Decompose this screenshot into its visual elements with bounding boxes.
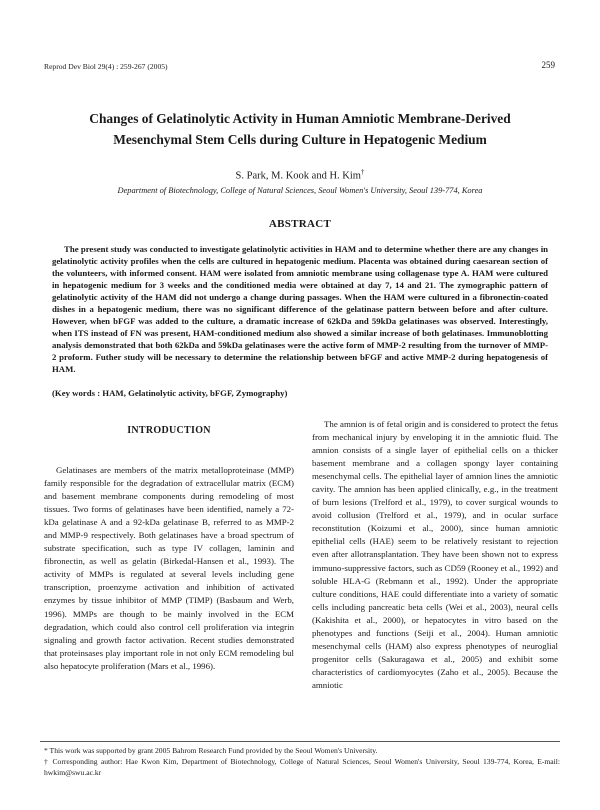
paper-title (40, 108, 560, 150)
title-line-2: Mesenchymal Stem Cells during Culture in Hepatogenic Medium (113, 132, 487, 147)
keywords: (Key words : HAM, Gelatinolytic activity, bFGF, Zymography) (52, 388, 288, 398)
footnote-divider (40, 741, 560, 742)
footnotes (44, 745, 560, 778)
corresponding-author-footnote: † Corresponding author: Hae Kwon Kim, Department of Biotechnology, College of Natural Sciences, Seoul Women's University, Seoul 139-774, Korea, E-mail: hwkim@swu.ac.kr (44, 757, 560, 777)
funding-footnote: * This work was supported by grant 2005 Bahrom Research Fund provided by the Seoul Women's University. (44, 746, 378, 755)
introduction-left-column: Gelatinases are members of the matrix metalloproteinase (MMP) family responsible for the degradation of extracellular matrix (ECM) and basement membrane components during remodeling of most tissues. Two forms of gelatinases have been identified, namely a 72-kDa gelatinase A and a 92-kDa gelatinase B, referred to as MMP-2 and MMP-9 respectively. Both gelatinases have a broad spectrum of substrate specification, such as type IV collagen, laminin and fibronectin, as well as gelatin (Birkedal-Hansen et al., 1993). The activity of MMPs is regulated at several levels including gene transcription, proenzyme activation and inhibition of activated enzymes by tissue inhibitor of MMP (TIMP) (Basbaum and Werb, 1996). MMPs are though to be mainly involved in the ECM degradation, which could also control cell proliferation via integrin signaling and growth factor activation. Recent studies demonstrated that proteinsases play important role in not only ECM remodeling bul also hepatocyte proliferation (Mars et al., 1996). (44, 465, 294, 671)
abstract-body: The present study was conducted to investigate gelatinolytic activities in HAM and to determine whether there are any changes in gelatinolytic activity profiles when the cells are cultured in hepatogenic medium. Placenta was obtained during caesarean section of the volunteers, with informed consent. HAM were isolated from amniotic membrane using collagenase type A. HAM were cultured in hepatogenic medium for 3 weeks and the conditioned media were obtained at day 7, 14 and 21. The zymographic pattern of gelatinolytic activity of the HAM did not undergo a change during passages. When the HAM were cultured in a fibronectin-coated dishes in a hepatogenic medium, there was no significant difference of the gelatinase pattern between before and after culture. However, when bFGF was added to the culture, a dramatic increase of 62kDa and 59kDa gelatinases was observed. Interestingly, when ITS instead of FN was present, HAM-conditioned medium also showed a similar increase of both gelatinases. Immunoblotting analysis demonstrated that both 62kDa and 59kDa gelatinases were the active form of MMP-2 resulting from the turnover of MMP-2 proform. Futher study will be necessary to determine the relationship between bFGF and active MMP-2 during hepatogenesis of HAM. (52, 244, 548, 375)
journal-citation: Reprod Dev Biol 29(4) : 259-267 (2005) (44, 62, 168, 71)
introduction-heading: INTRODUCTION (127, 425, 211, 436)
introduction-right-column: The amnion is of fetal origin and is considered to protect the fetus from mechanical injury by enveloping it in the amniotic fluid. The amnion consists of a single layer of epithelial cells on a thicker basement membrane and a collagen spongy layer containing mesenchymal cells. The epithelial layer of amnion lines the amniotic cavity. The amnion has been applied clinically, e.g., in the treatment of burn lesions (Trelford et al., 1979), to cover surgical wounds to avoid collusion (Trelford et al., 1979), and in ocular surface reconstitution (Koizumi et al., 2000), since human amniotic epithelial cells (HAE) seem to be relatively resistant to rejection even after allotransplantation. They have been shown not to express immuno-suppressive factors, such as CD59 (Rooney et al., 1992) and soluble HLA-G (Rebmann et al., 1992). Under the appropriate culture conditions, HAE could differentiate into a variety of somatic cells including pancreatic beta cells (Wei et al., 2003), neural cells (Kakishita et al., 2000), or hepatocytes in vitro based on the phenotypes and functions (Seiji et al., 2004). Human amniotic mesenchymal cells (HAM) also express phenotypes of neuroglial progenitor cells (Sakuragawa et al., 2005) and exhibit some characteristics of cardiomyocytes (Zaho et al., 2005). Because the amniotic (312, 419, 558, 690)
abstract-heading: ABSTRACT (268, 218, 332, 230)
page-number: 259 (541, 60, 555, 70)
corresponding-mark: † (360, 168, 365, 176)
affiliation: Department of Biotechnology, College of Natural Sciences, Seoul Women's University, Seoul 139-774, Korea (117, 186, 483, 195)
author-names: S. Park, M. Kook and H. Kim (235, 170, 361, 182)
authors (40, 168, 560, 182)
title-line-1: Changes of Gelatinolytic Activity in Human Amniotic Membrane-Derived (89, 111, 511, 126)
